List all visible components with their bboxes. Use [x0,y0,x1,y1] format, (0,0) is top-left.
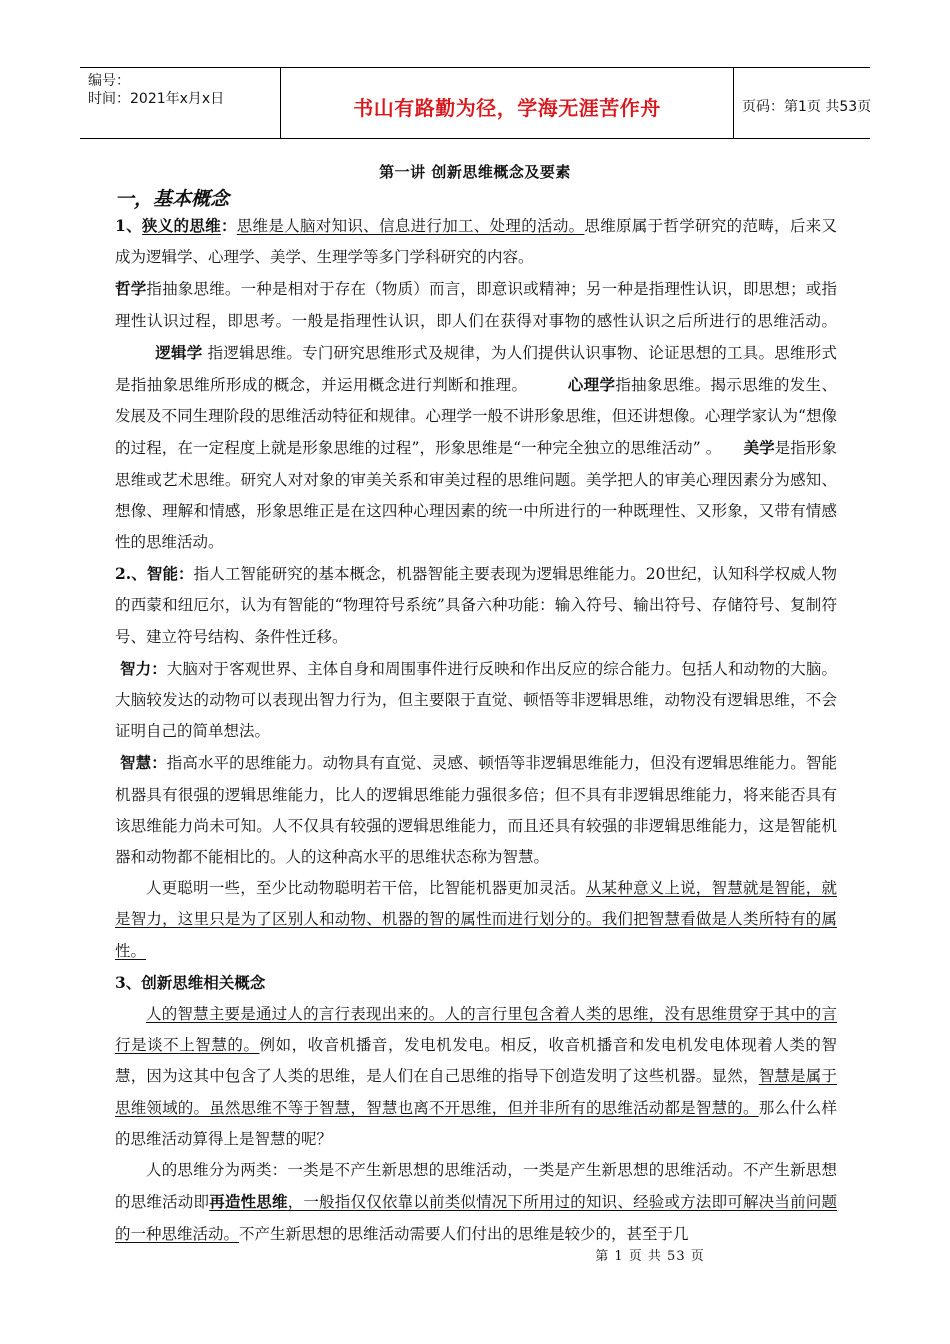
page-footer: 第 1 页 共 53 页 [595,1249,705,1264]
item-number: 2.、 [115,564,147,584]
paragraph-text: 那么什么样的思维活动算得上是智慧的呢？ [115,1098,837,1148]
header-motto: 书山有路勤为径，学海无涯苦作舟 [353,96,661,120]
section-heading-basic-concepts: 一，基本概念 [115,188,230,210]
header-page-info: 页码：第1页 共53页 [742,99,872,115]
paragraph-text: 指人工智能研究的基本概念，机器智能主要表现为逻辑思维能力。20世纪，认知科学权威人物的西蒙和纽厄尔，认为有智能的“物理符号系统”具备六种功能：输入符号、输出符号、存储符号、复制符号、建立符号结构、条件性迁移。 [115,565,837,646]
paragraph-wisdom [115,747,837,873]
underlined-text: 人的智慧主要是通过人的言行表现出来的。人的言行里包含着人类的思维，没有思维贯穿于其中的言行是谈不上智慧的。 [115,1005,837,1055]
underlined-text: 从某种意义上说，智慧就是智能，就是智力，这里只是为了区别人和动物、机器的智的属性而进行划分的。我们把智慧看做是人类所特有的属性。 [115,879,837,960]
paragraph-text: 大脑对于客观世界、主体自身和周围事件进行反映和作出反应的综合能力。包括人和动物的大脑。大脑较发达的动物可以表现出智力行为，但主要限于直觉、顿悟等非逻辑思维，动物没有逻辑思维，不会证明自己的简单想法。 [115,659,837,741]
definition-text: 思维是人脑对知识、信息进行加工、处理的活动。 [236,217,585,235]
header-code: 编号： [88,73,130,89]
logic-text: 指逻辑思维。专门研究思维形式及规律，为人们提供认识事物、论证思想的工具。思维形式是指抽象思维所形成的概念，并运用概念进行判断和推理。 [115,343,837,395]
header-meta-cell [80,68,280,138]
term-philosophy: 哲学 [115,279,147,299]
philosophy-text: 指抽象思维。一种是相对于存在（物质）而言，即意识或精神；另一种是指理性认识，即思想；或指理性认识过程，即思考。一般是指理性认识，即人们在获得对事物的感性认识之后所进行的思维活动。 [115,280,837,330]
paragraph-text: 不产生新思想的思维活动需要人们付出的思维是较少的，甚至于几 [239,1224,689,1243]
item-number: 1、 [115,216,142,235]
aesthetics-text: 是指形象思维或艺术思维。研究人对对象的审美关系和审美过程的思维问题。美学把人的审美心理因素分为感知、想像、理解和情感，形象思维正是在这四种心理因素的统一中所进行的一种既理性、又形象，又带有情感性的思维活动。 [115,439,837,552]
term-aesthetics: 美学 [743,438,775,458]
document-title: 第一讲 创新思维概念及要素 [379,163,571,181]
paragraph-two-kinds-thinking [115,1155,837,1250]
paragraph-text: 指高水平的思维能力。动物具有直觉、灵感、顿悟等非逻辑思维能力，但没有逻辑思维能力。智能机器具有很强的逻辑思维能力，比人的逻辑思维能力强很多倍；但不具有非逻辑思维能力，将来能否具有该思维能力尚未可知。人不仅具有较强的逻辑思维能力，而且还具有较强的非逻辑思维能力，这是智能机器和动物都不能相比的。人的这种高水平的思维状态称为智慧。 [115,754,837,867]
section-heading-innovative-thinking [115,967,837,999]
page-header [80,67,870,139]
paragraph-intelligence-ai [115,558,837,653]
paragraph-text: 思维原属于哲学研究的范畴，后来又成为逻辑学、心理学、美学、生理学等多门学科研究的内容。 [115,217,837,267]
term-intelligence: 智能： [146,564,194,584]
paragraph-wisdom-expression [115,999,837,1155]
header-motto-cell [280,68,734,138]
term-psychology: 心理学 [567,375,616,395]
underlined-text: 智慧是属于思维领域的。虽然思维不等于智慧，智慧也离不开思维，但并非所有的思维活动都是智慧的。 [115,1067,837,1117]
header-date: 时间：2021年x月x日 [88,91,225,107]
header-page-cell [732,68,870,138]
term-reproductive-thinking: 再造性思维 [209,1192,288,1212]
term-logic: 逻辑学 [155,342,203,362]
term-colon: ： [220,216,237,235]
underlined-text: ，一般指仅仅依靠以前类似情况下所用过的知识、经验或方法即可解决当前问题的一种思维活动。 [115,1193,837,1243]
paragraph-mental-ability [115,653,837,748]
paragraph-text: 人的思维分为两类：一类是不产生新思想的思维活动，一类是产生新思想的思维活动。不产生新思想的思维活动即 [115,1161,837,1212]
paragraph-text: 人更聪明一些，至少比动物聪明若干倍，比智能机器更加灵活。 [146,879,586,898]
term-mental-ability: 智力： [120,658,167,678]
paragraph-smarter [115,873,837,967]
paragraph-text: 例如，收音机播音，发电机发电。相反，收音机播音和发电机发电体现着人类的智慧，因为这其中包含了人类的思维，是人们在自己思维的指导下创造发明了这些机器。显然， [115,1036,837,1086]
term-narrow-thinking: 狭义的思维 [141,216,221,235]
term-wisdom: 智慧： [120,753,167,773]
section-heading-text: 3、创新思维相关概念 [115,972,266,992]
psychology-text: 指抽象思维。揭示思维的发生、发展及不同生理阶段的思维活动特征和规律。心理学一般不讲形象思维，但还讲想像。心理学家认为“想像的过程，在一定程度上就是形象思维的过程”，形象思维是“一种完全独立的思维活动” 。 [115,376,837,458]
paragraph-disciplines [115,273,837,558]
paragraph-narrow-thinking [115,210,837,273]
document-body [115,210,837,1250]
